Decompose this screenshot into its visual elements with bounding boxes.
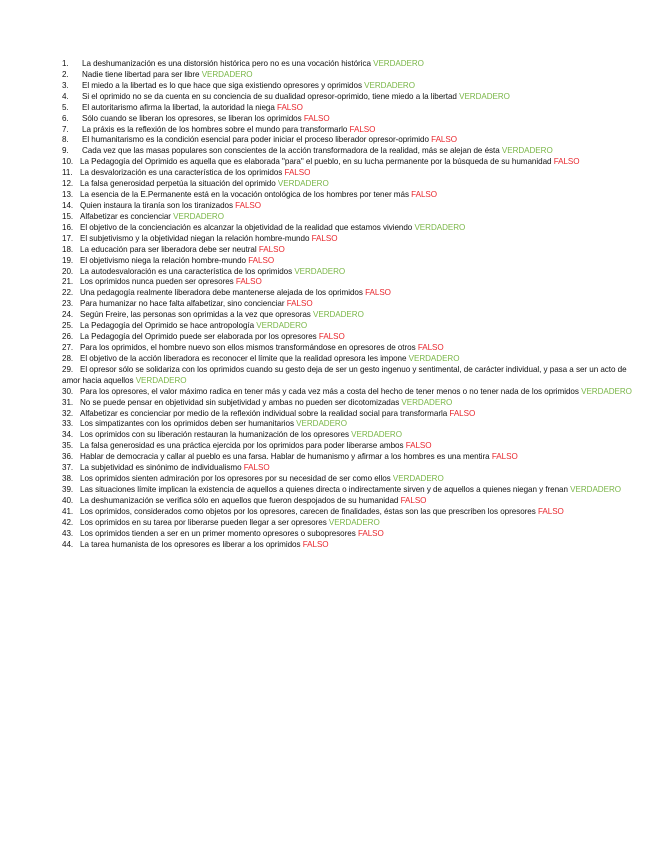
item-statement: La esencia de la E.Permanente está en la vocación ontológica de los hombres por tener más [80, 190, 409, 200]
list-item [62, 125, 652, 136]
list-item [62, 288, 652, 299]
item-number: 6. [62, 113, 69, 123]
item-statement: Los oprimidos en su tarea por liberarse pueden llegar a ser opresores [80, 517, 327, 527]
item-text [80, 529, 652, 540]
answer-false: FALSO [400, 495, 427, 505]
item-number: 5. [62, 102, 69, 112]
list-item [62, 114, 652, 125]
item-text [82, 125, 652, 136]
answer-false: FALSO [258, 244, 285, 254]
item-statement: La tarea humanista de los opresores es liberar a los oprimidos [80, 539, 301, 549]
item-statement: La Pedagogía del Oprimido se hace antropología [80, 321, 255, 331]
list-item [62, 146, 632, 157]
item-statement: Quien instaura la tiranía son los tiranizados [80, 200, 233, 210]
item-statement: Las situaciones límite implican la existencia de aquellos a quienes directa o indirectamente sirven y de aquellos a quienes niegan y frenan [80, 484, 568, 494]
item-text [80, 518, 652, 529]
item-text [82, 70, 652, 81]
item-text [82, 103, 652, 114]
answer-false: FALSO [302, 539, 329, 549]
answer-false: FALSO [277, 102, 303, 112]
list-item [62, 529, 652, 540]
item-number: 4. [62, 91, 69, 101]
answer-false: FALSO [537, 506, 564, 516]
answer-true: VERDADERO [296, 419, 347, 429]
item-text [80, 310, 652, 321]
item-text [80, 321, 652, 332]
answer-false: FALSO [284, 168, 311, 178]
list-item [62, 70, 652, 81]
item-number: 36. [62, 452, 74, 462]
answer-true: VERDADERO [364, 80, 415, 90]
item-statement: El autoritarismo afirma la libertad, la autoridad la niega [82, 102, 275, 112]
list-item [62, 343, 652, 354]
item-text [80, 540, 652, 551]
item-number: 31. [62, 397, 74, 407]
answer-true: VERDADERO [414, 222, 466, 232]
item-number: 39. [62, 484, 74, 494]
list-item [62, 81, 652, 92]
list-item [62, 92, 652, 103]
item-text [80, 299, 652, 310]
list-item [62, 179, 652, 190]
answer-false: FALSO [235, 200, 262, 210]
list-item [62, 201, 652, 212]
item-statement: Si el oprimido no se da cuenta en su conciencia de su dualidad opresor-oprimido, tiene miedo a la libertad [82, 91, 457, 101]
item-number: 29. [62, 364, 74, 374]
item-number: 1. [62, 59, 69, 68]
answer-true: VERDADERO [277, 179, 329, 189]
item-number: 28. [62, 353, 74, 363]
item-statement: Los oprimidos tienden a ser en un primer momento opresores o subopresores [80, 528, 356, 538]
item-text [80, 201, 652, 212]
list-item [62, 485, 632, 496]
answer-true: VERDADERO [570, 484, 621, 494]
item-text [80, 354, 652, 365]
item-number: 14. [62, 200, 74, 210]
item-statement: La Pedagogía del Oprimido es aquella que es elaborada "para" el pueblo, en su lucha permanente por la búsqueda de su humanidad [80, 157, 552, 167]
item-number: 11. [62, 168, 73, 178]
item-statement: La educación para ser liberadora debe ser neutral [80, 244, 257, 254]
answer-false: FALSO [411, 190, 437, 200]
item-number: 15. [62, 211, 74, 221]
item-statement: El subjetivismo y la objetividad niegan la relación hombre-mundo [80, 233, 310, 243]
item-number: 22. [62, 288, 74, 298]
answer-false: FALSO [235, 277, 262, 287]
list-item [62, 365, 632, 387]
answer-true: VERDADERO [373, 59, 424, 68]
list-item [62, 223, 652, 234]
item-number: 19. [62, 255, 74, 265]
item-text [80, 419, 652, 430]
item-statement: El objetivo de la acción liberadora es reconocer el límite que la realidad opresora les impone [80, 353, 407, 363]
list-item [62, 212, 652, 223]
item-number: 25. [62, 321, 74, 331]
item-statement: El objetivismo niega la relación hombre-mundo [80, 255, 247, 265]
answer-false: FALSO [491, 452, 518, 462]
item-statement: Según Freire, las personas son oprimidas a la vez que opresoras [80, 310, 311, 320]
item-text [80, 387, 632, 396]
item-number: 26. [62, 332, 74, 342]
item-number: 41. [62, 506, 74, 516]
list-item [62, 518, 652, 529]
list-item [62, 540, 652, 551]
item-text [80, 463, 652, 474]
answer-true: VERDADERO [173, 211, 224, 221]
answer-false: FALSO [311, 233, 338, 243]
item-text [80, 409, 652, 420]
list-item [62, 234, 652, 245]
question-list [62, 59, 652, 550]
item-text [80, 288, 652, 299]
item-number: 23. [62, 299, 74, 309]
item-number: 17. [62, 233, 74, 243]
answer-true: VERDADERO [328, 517, 380, 527]
item-number: 3. [62, 80, 69, 90]
item-statement: Los oprimidos, considerados como objetos por los opresores, carecen de finalidades, éstas son las que prescriben los opresores [80, 506, 536, 516]
item-number: 44. [62, 539, 74, 549]
item-text [80, 179, 652, 190]
answer-true: VERDADERO [408, 353, 460, 363]
list-item [62, 398, 652, 409]
item-text [80, 398, 652, 409]
answer-false: FALSO [248, 255, 275, 265]
item-number: 32. [62, 408, 74, 418]
item-statement: Los oprimidos nunca pueden ser opresores [80, 277, 234, 287]
item-statement: Alfabetizar es concienciar [80, 211, 171, 221]
list-item [62, 168, 652, 179]
item-text [80, 343, 652, 354]
list-item [62, 310, 652, 321]
list-item [62, 59, 652, 70]
item-number: 40. [62, 495, 74, 505]
list-item [62, 507, 632, 518]
item-text [80, 223, 652, 234]
item-number: 16. [62, 222, 74, 232]
item-number: 33. [62, 419, 74, 429]
answer-false: FALSO [553, 157, 580, 167]
list-item [62, 496, 652, 507]
item-text [80, 441, 652, 452]
answer-false: FALSO [303, 113, 330, 123]
item-number: 43. [62, 528, 74, 538]
item-statement: Alfabetizar es concienciar por medio de la reflexión individual sobre la realidad social para transformarla [80, 408, 448, 418]
list-item [62, 354, 652, 365]
list-item [62, 430, 652, 441]
item-number: 8. [62, 135, 69, 145]
item-number: 20. [62, 266, 74, 276]
item-text [80, 267, 652, 278]
item-number: 38. [62, 474, 74, 484]
item-number: 13. [62, 190, 74, 200]
list-item [62, 441, 652, 452]
item-text [82, 59, 652, 70]
item-text [80, 277, 652, 288]
list-item [62, 256, 652, 267]
list-item [62, 387, 632, 398]
item-text [80, 507, 564, 516]
item-statement: Los oprimidos con su liberación restauran la humanización de los opresores [80, 430, 349, 440]
item-text [80, 212, 652, 223]
item-statement: Los simpatizantes con los oprimidos deben ser humanitarios [80, 419, 294, 429]
list-item [62, 321, 652, 332]
list-item [62, 299, 652, 310]
answer-false: FALSO [318, 332, 345, 342]
item-statement: Nadie tiene libertad para ser libre [82, 69, 200, 79]
item-statement: La práxis es la reflexión de los hombres sobre el mundo para transformarlo [82, 124, 348, 134]
item-statement: No se puede pensar en objetividad sin subjetividad y ambas no pueden ser dicotomizadas [80, 397, 400, 407]
item-number: 27. [62, 342, 74, 352]
answer-true: VERDADERO [351, 430, 402, 440]
item-statement: El objetivo de la concienciación es alcanzar la objetividad de la realidad que estamos viviendo [80, 222, 413, 232]
item-statement: Los oprimidos sienten admiración por los opresores por su necesidad de ser como ellos [80, 474, 391, 484]
item-statement: El miedo a la libertad es lo que hace que siga existiendo opresores y oprimidos [82, 80, 362, 90]
item-statement: La Pedagogía del Oprimido puede ser elaborada por los opresores [80, 332, 317, 342]
answer-false: FALSO [357, 528, 384, 538]
answer-false: FALSO [349, 124, 376, 134]
item-statement: Cada vez que las masas populares son conscientes de la acción transformadora de la realidad, más se alejan de ésta [82, 146, 500, 156]
list-item [62, 157, 632, 168]
item-statement: Para los oprimidos, el hombre nuevo son ellos mismos transformándose en opresores de otros [80, 342, 416, 352]
answer-true: VERDADERO [201, 69, 253, 79]
list-item [62, 409, 652, 420]
item-number: 21. [62, 277, 74, 287]
item-number: 30. [62, 386, 74, 396]
item-text [80, 485, 621, 494]
list-item [62, 277, 652, 288]
item-statement: Para humanizar no hace falta alfabetizar, sino concienciar [80, 299, 285, 309]
item-statement: El opresor sólo se solidariza con los oprimidos cuando su gesto deja de ser un gesto ingenuo y sentimental, de carácter individual, y pasa a ser un acto de amor hacia aquellos [62, 364, 627, 385]
item-text [80, 256, 652, 267]
item-text [80, 234, 652, 245]
item-statement: La deshumanización es una distorsión histórica pero no es una vocación histórica [82, 59, 371, 68]
item-text [82, 92, 652, 103]
item-text [80, 430, 652, 441]
answer-true: VERDADERO [135, 375, 187, 385]
item-text [82, 81, 652, 92]
item-text [82, 114, 652, 125]
list-item [62, 245, 652, 256]
item-number: 9. [62, 146, 69, 156]
list-item [62, 463, 652, 474]
answer-false: FALSO [417, 342, 444, 352]
item-text [80, 332, 652, 343]
item-number: 42. [62, 517, 74, 527]
item-number: 34. [62, 430, 74, 440]
item-statement: La desvalorización es una característica de los oprimidos [80, 168, 283, 178]
answer-true: VERDADERO [392, 474, 444, 484]
answer-true: VERDADERO [294, 266, 346, 276]
list-item [62, 332, 652, 343]
list-item [62, 452, 632, 463]
item-number: 12. [62, 179, 74, 189]
item-text [80, 168, 652, 179]
item-statement: El humanitarismo es la condición esencial para poder iniciar el proceso liberador opresor-oprimido [82, 135, 429, 145]
answer-false: FALSO [449, 408, 476, 418]
item-text [80, 157, 580, 166]
item-statement: Para los opresores, el valor máximo radica en tener más y cada vez más a costa del hecho de tener menos o no tener nada de los oprimidos [80, 386, 579, 396]
answer-true: VERDADERO [459, 91, 510, 101]
item-number: 24. [62, 310, 74, 320]
list-item [62, 135, 652, 146]
item-statement: La autodesvaloración es una característica de los oprimidos [80, 266, 293, 276]
list-item [62, 103, 652, 114]
item-number: 7. [62, 124, 69, 134]
item-text [80, 452, 518, 461]
list-item [62, 267, 652, 278]
answer-true: VERDADERO [501, 146, 553, 156]
item-statement: Hablar de democracia y callar al pueblo es una farsa. Hablar de humanismo y afirmar a los hombres es una mentira [80, 452, 490, 462]
answer-true: VERDADERO [256, 321, 308, 331]
item-number: 2. [62, 69, 69, 79]
item-text [80, 245, 652, 256]
item-statement: Una pedagogía realmente liberadora debe mantenerse alejada de los oprimidos [80, 288, 363, 298]
answer-false: FALSO [365, 288, 391, 298]
item-text [82, 146, 553, 155]
list-item [62, 474, 652, 485]
item-statement: La falsa generosidad es una práctica ejercida por los oprimidos para poder liberarse ambos [80, 441, 404, 451]
item-text [80, 190, 652, 201]
item-statement: Sólo cuando se liberan los opresores, se liberan los oprimidos [82, 113, 302, 123]
answer-false: FALSO [405, 441, 432, 451]
answer-true: VERDADERO [313, 310, 364, 320]
item-statement: La deshumanización se verifica sólo en aquellos que fueron despojados de su humanidad [80, 495, 399, 505]
answer-false: FALSO [431, 135, 457, 145]
item-text [80, 474, 652, 485]
answer-false: FALSO [243, 463, 270, 473]
item-number: 37. [62, 463, 74, 473]
item-number: 35. [62, 441, 74, 451]
answer-true: VERDADERO [401, 397, 453, 407]
list-item [62, 190, 652, 201]
item-text [80, 496, 652, 507]
item-number: 10. [62, 157, 74, 167]
list-item [62, 419, 652, 430]
answer-false: FALSO [286, 299, 313, 309]
item-text [82, 135, 652, 146]
item-statement: La falsa generosidad perpetúa la situación del oprimido [80, 179, 276, 189]
item-statement: La subjetividad es sinónimo de individualismo [80, 463, 242, 473]
item-number: 18. [62, 244, 74, 254]
item-text [62, 365, 627, 385]
answer-true: VERDADERO [581, 386, 632, 396]
